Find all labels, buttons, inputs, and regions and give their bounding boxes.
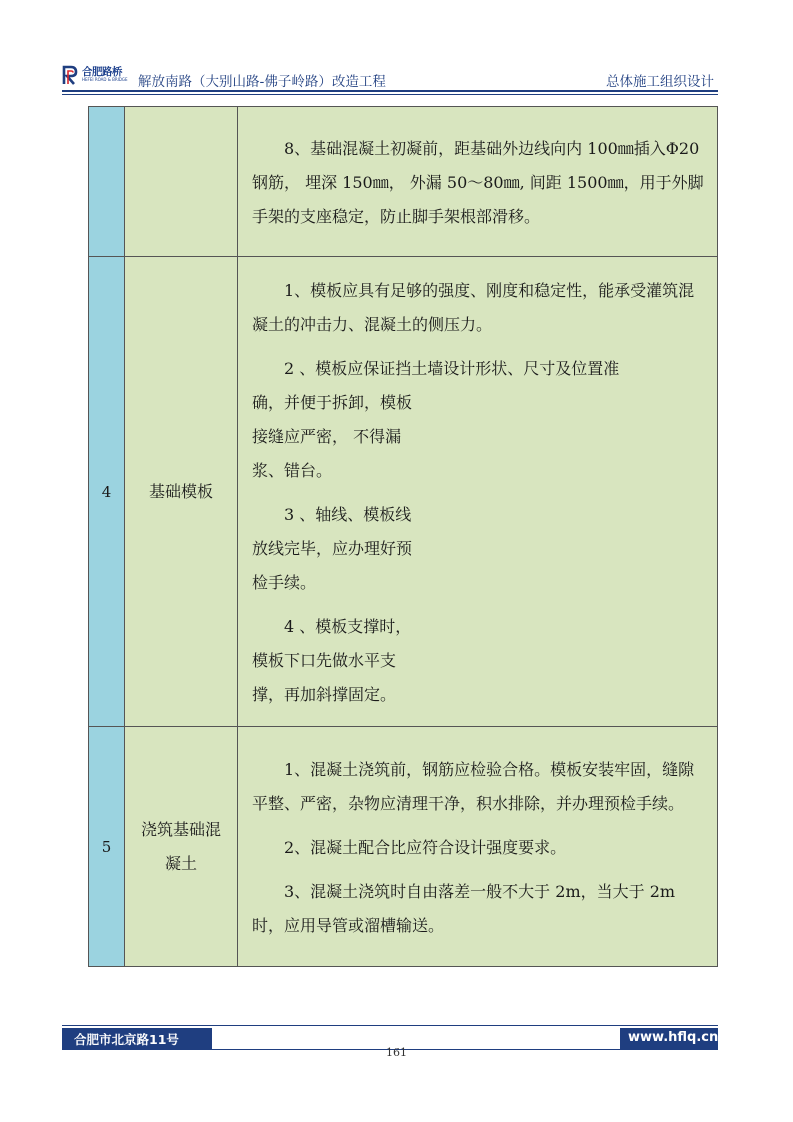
footer-divider [62,1025,718,1026]
description-paragraph: 3 、轴线、模板线 [284,504,412,524]
description-line: 撑，再加斜撑固定。 [252,684,397,704]
logo-subtext: HEFEI ROAD & BRIDGE [82,77,128,82]
item-name: 基础模板 [125,257,238,727]
header-divider-thin [62,94,718,95]
description-line: 浆、错台。 [252,460,333,480]
description-paragraph: 1、模板应具有足够的强度、刚度和稳定性，能承受灌筑混凝土的冲击力、混凝土的侧压力。 [252,280,695,334]
logo-text: 合肥路桥 [82,66,122,78]
item-name: 浇筑基础混凝土 [125,727,238,967]
description-line: 模板下口先做水平支 [252,650,397,670]
table-row [89,107,718,257]
construction-steps-table [88,106,718,967]
footer-address: 合肥市北京路11号 [74,1032,179,1047]
item-description [238,727,718,967]
table-row [89,257,718,727]
item-description [238,257,718,727]
description-paragraph: 4 、模板支撑时， [284,616,412,636]
description-line: 确，并便于拆卸，模板 [252,392,413,412]
item-name [125,107,238,257]
row-number [89,107,125,257]
row-number: 4 [89,257,125,727]
document-title: 总体施工组织设计 [606,74,714,90]
description-line: 放线完毕，应办理好预 [252,538,413,558]
page-number: 161 [386,1046,407,1059]
header-divider [62,90,718,92]
logo-mark-icon [62,64,80,86]
description-paragraph: 2、混凝土配合比应符合设计强度要求。 [284,837,567,857]
description-paragraph: 1、混凝土浇筑前，钢筋应检验合格。模板安装牢固，缝隙平整、严密，杂物应清理干净，积水排除，并办理预检手续。 [252,759,695,813]
description-paragraph: 8、基础混凝土初凝前，距基础外边线向内 100㎜插入Φ20 钢筋， 埋深 150㎜， 外漏 50～80㎜, 间距 1500㎜，用于外脚手架的支座稳定，防止脚手架根部滑移。 [252,138,704,226]
item-description [238,107,718,257]
table-row [89,727,718,967]
description-line: 检手续。 [252,572,317,592]
description-line: 接缝应严密， 不得漏 [252,426,402,446]
company-logo [62,64,130,86]
row-number: 5 [89,727,125,967]
project-title: 解放南路（大别山路-佛子岭路）改造工程 [138,74,386,90]
footer-website: www.hflq.cn [628,1030,719,1045]
description-paragraph: 2 、模板应保证挡土墙设计形状、尺寸及位置准 [284,358,620,378]
description-paragraph: 3、混凝土浇筑时自由落差一般不大于 2m，当大于 2m 时，应用导管或溜槽输送。 [252,881,676,935]
